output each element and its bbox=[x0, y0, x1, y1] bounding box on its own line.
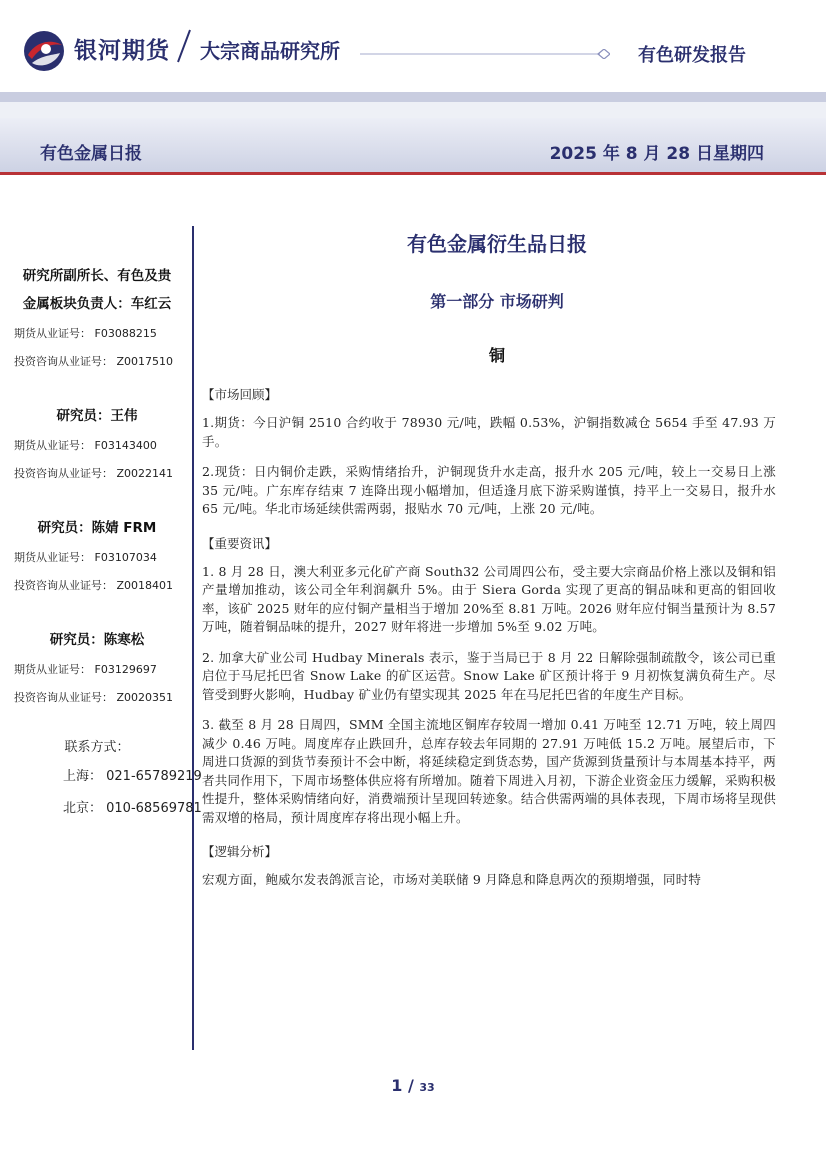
researcher-futures-cert: 期货从业证号： F03129697 bbox=[14, 663, 157, 676]
researcher-name: 研究员：王伟 bbox=[56, 408, 138, 424]
researcher-name: 研究员：陈寒松 bbox=[49, 632, 145, 648]
contact-beijing: 北京： 010-68569781 bbox=[63, 801, 202, 816]
header-decor-line bbox=[360, 49, 610, 59]
contact-title: 联系方式： bbox=[64, 740, 130, 755]
header-band-gap bbox=[0, 102, 826, 118]
researcher-block bbox=[8, 514, 186, 594]
review-paragraph: 2.现货：日内铜价走跌，采购情绪抬升，沪铜现货升水走高，报升水 205 元/吨，较上一交易日上涨 35 元/吨。广东库存结束 7 连降出现小幅增加，但适逢月底下游采购谨慎，持平上一交易日，报升水 65 元/吨。华北市场延续供需两弱，报贴水 70 元/吨，上涨 20 元/吨。 bbox=[202, 464, 776, 516]
metal-title: 铜 bbox=[488, 346, 505, 365]
lead-role-line2: 金属板块负责人：车红云 bbox=[22, 296, 172, 312]
lead-futures-cert: 期货从业证号： F03088215 bbox=[14, 327, 157, 340]
researcher-futures-cert: 期货从业证号： F03107034 bbox=[14, 551, 157, 564]
divider-slash bbox=[174, 26, 194, 66]
current-page: 1 bbox=[391, 1076, 403, 1095]
researcher-advisory-cert: 投资咨询从业证号： Z0022141 bbox=[14, 467, 174, 480]
title-band-red-line bbox=[0, 172, 826, 175]
total-pages: 33 bbox=[419, 1081, 435, 1094]
section-heading-news: 【重要资讯】 bbox=[202, 535, 278, 551]
institute-name: 大宗商品研究所 bbox=[200, 39, 340, 63]
logic-paragraph: 宏观方面，鲍威尔发表鸽派言论，市场对美联储 9 月降息和降息两次的预期增强，同时特 bbox=[202, 872, 702, 887]
researcher-advisory-cert: 投资咨询从业证号： Z0020351 bbox=[14, 691, 174, 704]
main-content bbox=[202, 228, 776, 890]
researcher-block bbox=[8, 402, 186, 482]
review-paragraph: 1.期货：今日沪铜 2510 合约收于 78930 元/吨，跌幅 0.53%，沪铜指数减仓 5654 手至 47.93 万手。 bbox=[202, 415, 776, 449]
section-heading-review: 【市场回顾】 bbox=[202, 387, 278, 402]
page-number: 1 / 33 bbox=[391, 1076, 435, 1095]
news-paragraph: 1. 8 月 28 日，澳大利亚多元化矿产商 South32 公司周四公布，受主要大宗商品价格上涨以及铜和铝产量增加推动，该公司全年利润飙升 5%。由于 Siera Gorda 实现了更高的铜品味和更高的钼回收率，该矿 2025 财年的应付铜产量相当于增加 20%至 8.81 万吨。2026 财年应付铜当量预计为 8.57 万吨，随着铜品味的提升，2027 财年将进一步增加 5%至 9.02 万吨。 bbox=[202, 563, 776, 634]
lead-advisory-cert: 投资咨询从业证号： Z0017510 bbox=[14, 355, 174, 368]
header-band-top bbox=[0, 92, 826, 102]
galaxy-logo-icon bbox=[22, 29, 66, 73]
report-type: 有色研发报告 bbox=[638, 45, 746, 66]
researcher-name: 研究员：陈婧 FRM bbox=[37, 520, 157, 536]
news-paragraph: 2. 加拿大矿业公司 Hudbay Minerals 表示，鉴于当局已于 8 月 22 日解除强制疏散令，该公司已重启位于马尼托巴省 Snow Lake 的矿区运营。Snow Lake 矿区预计将于 9 月初恢复满负荷生产。尽管受到野火影响，Hudbay 矿业仍有望实现其 2025 年在马尼托巴省的年度生产目标。 bbox=[202, 649, 776, 702]
author-sidebar bbox=[8, 262, 202, 817]
contact-shanghai: 上海： 021-65789219 bbox=[63, 769, 202, 784]
sidebar-divider bbox=[192, 226, 194, 1050]
researcher-block bbox=[8, 626, 186, 706]
lead-author bbox=[8, 262, 186, 370]
report-date: 2025 年 8 月 28 日星期四 bbox=[549, 144, 764, 164]
news-paragraph: 3. 截至 8 月 28 日周四，SMM 全国主流地区铜库存较周一增加 0.41 万吨至 12.71 万吨，较上周四减少 0.46 万吨。周度库存止跌回升，总库存较去年同期的 27.91 万吨低 15.2 万吨。展望后市，下周进口货源的到货节奏预计不会中断，将延续稳定到货态势，国产货源到货量预计与本周基本持平，两者共同作用下，下周市场整体供应将有所增加。随着下周进入月初，下游企业资金压力缓解，采购积极性提升，整体采购情绪向好，消费端预计呈现回转迹象。结合供需两端的具体表现，下周市场将呈现供需双增的格局，预计周度库存将出现小幅上升。 bbox=[202, 717, 776, 825]
document-title: 有色金属衍生品日报 bbox=[407, 232, 587, 256]
report-title: 有色金属日报 bbox=[40, 144, 142, 164]
researcher-futures-cert: 期货从业证号： F03143400 bbox=[14, 439, 157, 452]
researcher-advisory-cert: 投资咨询从业证号： Z0018401 bbox=[14, 579, 174, 592]
lead-role-line1: 研究所副所长、有色及贵 bbox=[22, 268, 172, 284]
section-heading-logic: 【逻辑分析】 bbox=[202, 844, 278, 859]
brand-name: 银河期货 bbox=[74, 38, 170, 64]
part-title: 第一部分 市场研判 bbox=[430, 292, 564, 311]
